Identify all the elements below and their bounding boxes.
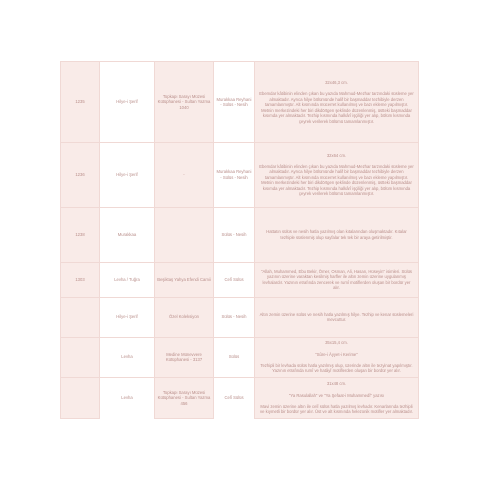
row-year: 1238 <box>75 231 85 237</box>
row-desc-text: Ebemdar kâtibinin elinden çıkan bu yazıda Mahmud-Mezhar tarzındaki süsleme yer almaktadır. Ayrıca hilye bölümünde halif bir başmaddar tezhibiyle derzen tamamlanmıştır. Alt kısmında mücerret kullanılmış ve bazı ekleme yapılmıştır. Metnin merkezindeki her biri dikdörtgen şeklinde düzenlenmiş, üstteki başmaddar kısımda yer almaktadır. Tezhip kısmında halkârî işçiliği yer alıp, bölüm kısmında çeyrek verilerek bölümü tamamlanmıştır. <box>259 91 414 124</box>
row-label: "Ya Rasulallah" ve "Ya Şefaat-i Muhammedî" yazısı <box>288 392 385 398</box>
row-technique: Murakkaa Reyhani - Sülüs - Nesih <box>213 62 255 142</box>
row-collection: - <box>183 171 185 177</box>
row-year <box>61 297 99 337</box>
row-technique: Celî Sülüs <box>213 377 255 419</box>
row-collection: Topkapı Sarayı Müzesi Kütüphanesi - Sultan Yazma 456 <box>157 389 211 406</box>
row-size: 35x15,4 cm. <box>325 340 348 346</box>
row-collection: Beşiktaş Yahya Efendi Camii <box>157 276 211 282</box>
row-technique: Sülüs - Nesih <box>213 207 255 262</box>
row-technique: Murakkaa Reyhani - Sülüs - Nesih <box>213 142 255 207</box>
row-description <box>255 377 418 419</box>
row-collection: Topkapı Sarayı Müzesi Kütüphanesi - Sultan Yazma 1040 <box>157 93 211 110</box>
row-description <box>255 62 418 142</box>
row-size: 32x46,3 cm. <box>325 80 348 86</box>
row-desc-text: Mavi zemin üzerine altın ile celî sülüs hatla yazılmış levhadır. Kenarlarında tezhipli ve kıymetli bir bordür yer alır. Üst ve alt kısmında helezonik motifler yer almaktadır. <box>260 404 413 415</box>
row-type: Hilye-i Şerif <box>99 62 155 142</box>
row-desc-text: "Allah, Muhammed, Ebu Bekir, Ömer, Osman, Ali, Hasan, Hüseyin" isimleri. Sülüs yazının üzerine varaktan kesilmiş harfler ile altın zemin üzerine uygulanmış levhalardır. Yazının etrafında zencerek ve rumî motiflerden oluşan bir bordür yer alır. <box>261 268 412 290</box>
row-type: Murakkaa <box>99 207 155 262</box>
row-desc-text: Altın zemin üzerine sülüs ve nesih hatla yazılmış hilye. Tezhip ve kenar süslemeleri mevcuttur. <box>259 311 414 322</box>
row-divider <box>61 337 418 338</box>
row-year <box>61 337 99 377</box>
row-description <box>255 337 418 377</box>
row-size: 32x64 cm. <box>326 152 347 158</box>
row-type: Hilye-i Şerif <box>99 142 155 207</box>
row-year: 1303 <box>75 276 85 282</box>
row-technique: Sülüs <box>213 337 255 377</box>
row-divider <box>61 207 418 208</box>
row-type: Levha / Tuğra <box>99 262 155 297</box>
table-row <box>61 262 418 297</box>
row-desc-text: Ebemdar kâtibinin elinden çıkan bu yazıda Mahmud-Mezhar tarzındaki süsleme yer almaktadır. Ayrıca hilye bölümünde halif bir başmaddar tezhibiyle derzen tamamlanmıştır. Alt kısmında mücerret kullanılmış ve bazı ekleme yapılmıştır. Metnin merkezindeki her biri dikdörtgen şeklinde düzenlenmiş, üstteki başmaddar kısımda yer almaktadır. Tezhip kısmında halkârî işçiliği yer alıp, bölüm kısmında çeyrek verilerek bölümü tamamlanmıştır. <box>259 163 414 197</box>
row-collection: Medine Münevvere Kütüphanesi - 3137 <box>165 351 203 362</box>
row-technique: Celî Sülüs <box>213 262 255 297</box>
table-row <box>61 62 418 142</box>
table-row <box>61 337 418 377</box>
row-description <box>255 262 418 297</box>
table-row <box>61 207 418 262</box>
row-year: 1235 <box>75 99 85 105</box>
row-size: 31x48 cm. <box>326 381 347 387</box>
row-divider <box>61 377 418 378</box>
row-year <box>61 377 99 419</box>
row-description <box>255 207 418 262</box>
row-collection: Özel Koleksiyon <box>168 314 200 320</box>
row-description <box>255 297 418 337</box>
row-type: Levha <box>99 377 155 419</box>
row-label: "Sûre-i Âyyet-i Kerime" <box>315 351 358 357</box>
table-row <box>61 377 418 419</box>
row-divider <box>61 297 418 298</box>
row-type: Hilye-i Şerif <box>99 297 155 337</box>
row-description <box>255 142 418 207</box>
row-divider <box>61 142 418 143</box>
table-row <box>61 297 418 337</box>
row-divider <box>61 262 418 263</box>
row-technique: Sülüs - Nesih <box>213 297 255 337</box>
table-row <box>61 142 418 207</box>
row-type: Levha <box>99 337 155 377</box>
catalog-table <box>60 61 419 419</box>
row-year: 1236 <box>75 171 85 177</box>
row-desc-text: Tezhipli bir levhada sülüs hatla yazılmış olup, üzerinde altın ile tezyinat yapılmıştır. Yazının etrafında rumî ve hatâyî motiflerden oluşan bir bordür yer alır. <box>260 363 413 374</box>
row-desc-text: Hattatın sülüs ve nesih hatla yazılmış olan kıtalarından oluşmaktadır. Kıtalar tezhiple süslenmiş olup sayfalar tek tek bir araya getirilmiştir. <box>266 229 407 240</box>
row-collection <box>155 207 213 262</box>
